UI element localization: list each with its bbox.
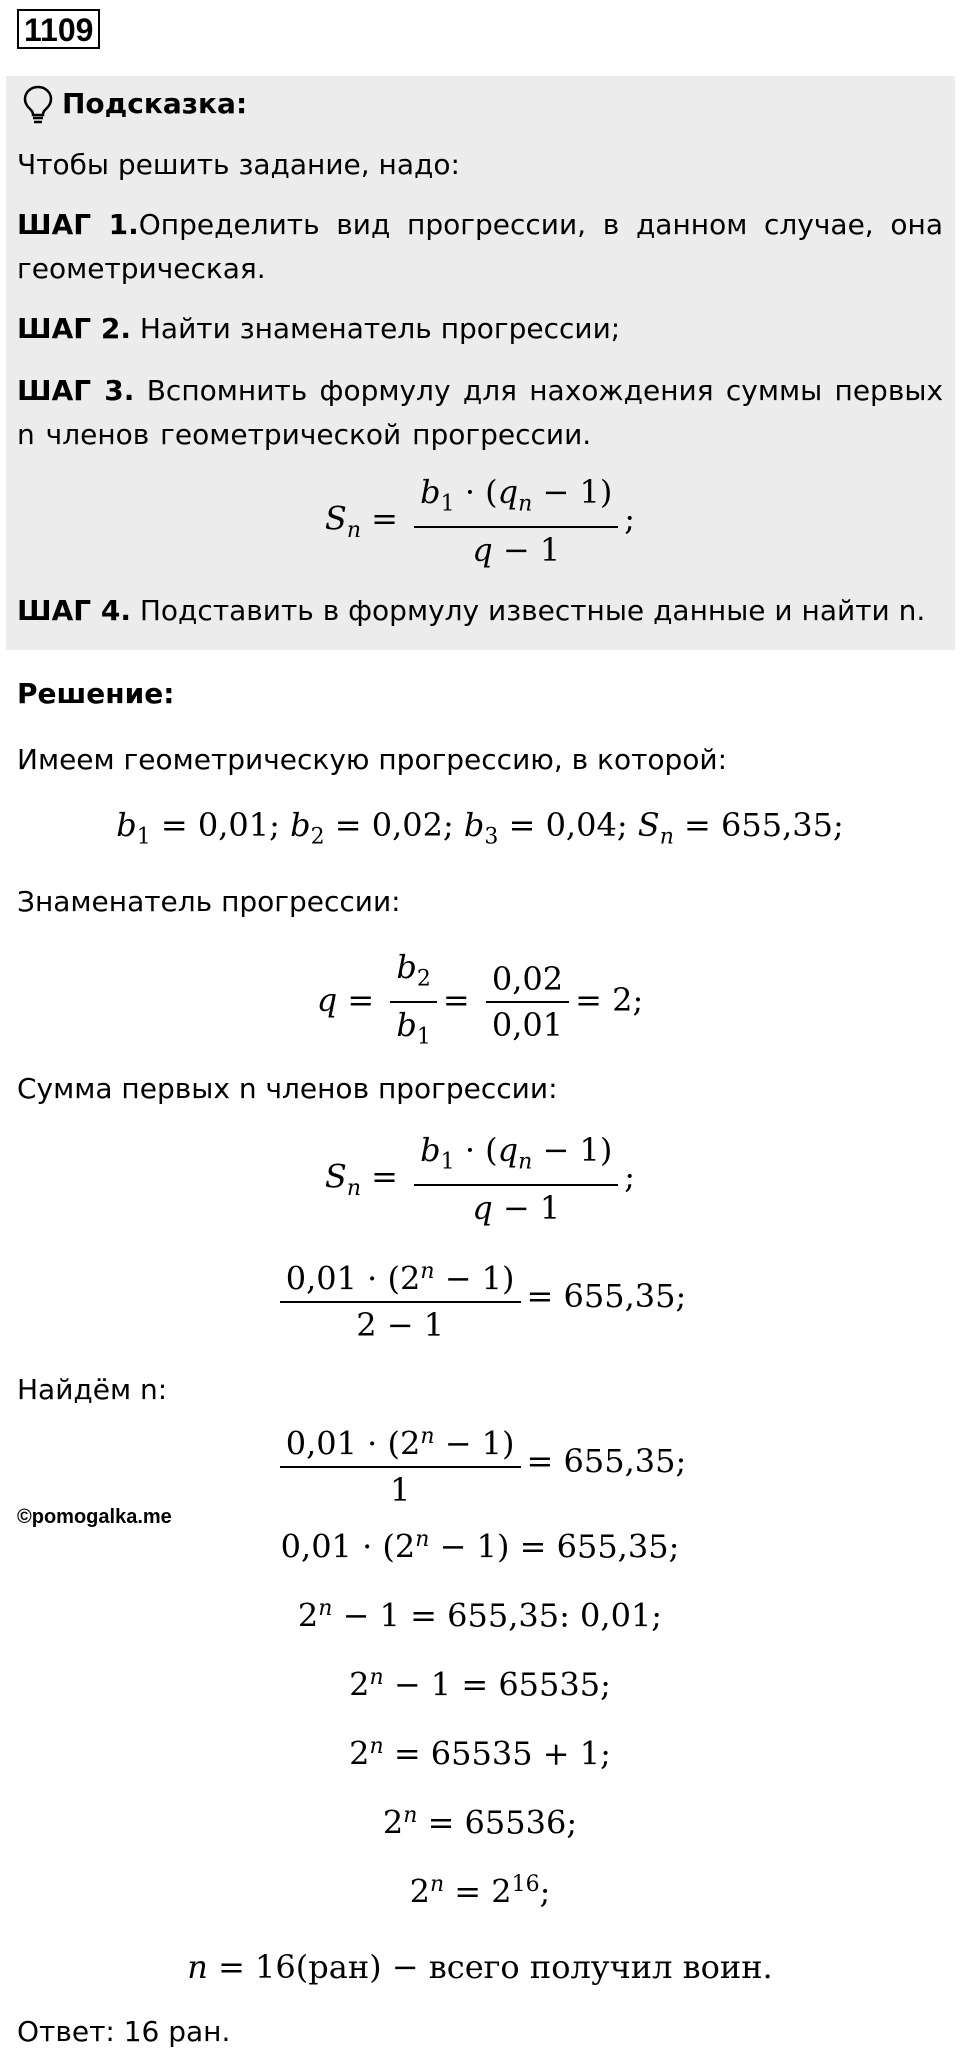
ratio-formula: q = $\frac{b_2}{b_1}$ = $\frac{0,02}{0,01}$ = 2; — [0, 945, 960, 1060]
equation-step-3: $2^n - 1 = 655,35$: 0,01; — [297, 1596, 663, 1635]
solution-line-1: Имеем геометрическую прогрессию, в которой: — [17, 743, 728, 776]
step3-label: ШАГ 3. — [17, 374, 135, 407]
lightbulb-icon — [21, 84, 55, 124]
hint-step-4 — [17, 589, 943, 633]
solution-title-text: Решение: — [17, 677, 175, 710]
equation-step-6: $2^n = 65536$; — [382, 1803, 578, 1842]
equation-step-1: $\frac{0,01 \cdot (2^n - 1)}{1}$ = 655,35; — [0, 1415, 960, 1512]
equation-step-7: $2^n = 2^{16}$; — [409, 1872, 551, 1911]
step4-label: ШАГ 4. — [17, 594, 131, 627]
answer: Ответ: 16 ран. — [17, 2015, 231, 2048]
equation-step-2: $0,01 \cdot (2^n - 1) = 655,35$; — [280, 1527, 680, 1566]
hint-title — [62, 82, 943, 126]
step2-label: ШАГ 2. — [17, 312, 131, 345]
hint-intro: Чтобы решить задание, надо: — [17, 148, 460, 181]
equation-step-4: $2^n - 1 = 65535$; — [349, 1665, 611, 1704]
hint-step-3 — [17, 369, 943, 457]
hint-title-text: Подсказка: — [62, 87, 248, 120]
formula-sum: $S_n$ = $\frac{b_1 \cdot (q_n - 1)}{q - 1}$ ; — [0, 1128, 960, 1230]
solution-title — [17, 672, 943, 716]
solution-line-3: Сумма первых n членов прогрессии: — [17, 1072, 558, 1105]
solution-line-4: Найдём n: — [17, 1373, 168, 1406]
problem-number: 1109 — [17, 9, 100, 49]
step3-text: Вспомнить формулу для нахождения суммы первых n членов геометрической прогрессии. — [17, 374, 944, 451]
formula-sum-hint: $S_n$ = $\frac{b_1 \cdot (q_n - 1)}{q - 1}$ ; — [0, 470, 960, 572]
hint-step-1 — [17, 203, 943, 291]
step1-text: Определить вид прогрессии, в данном случае, она геометрическая. — [17, 208, 943, 285]
hint-step-2 — [17, 307, 943, 351]
given-values: $b_1 = 0,01$; $b_2 = 0,02$; $b_3 = 0,04$; $S_n = 655,35$; — [116, 806, 844, 850]
step2-text: Найти знаменатель прогрессии; — [139, 312, 621, 345]
step1-label: ШАГ 1. — [17, 208, 139, 241]
equation-step-5: $2^n = 65535 + 1$; — [349, 1734, 611, 1773]
watermark: ©pomogalka.me — [17, 1506, 172, 1528]
equation-substituted: $\frac{0,01 \cdot (2^n - 1)}{2 - 1}$ = 655,35; — [0, 1250, 960, 1347]
step4-text: Подставить в формулу известные данные и найти n. — [139, 594, 926, 627]
equation-result: n = 16(ран) − всего получил воин. — [187, 1948, 773, 1986]
solution-line-2: Знаменатель прогрессии: — [17, 885, 401, 918]
